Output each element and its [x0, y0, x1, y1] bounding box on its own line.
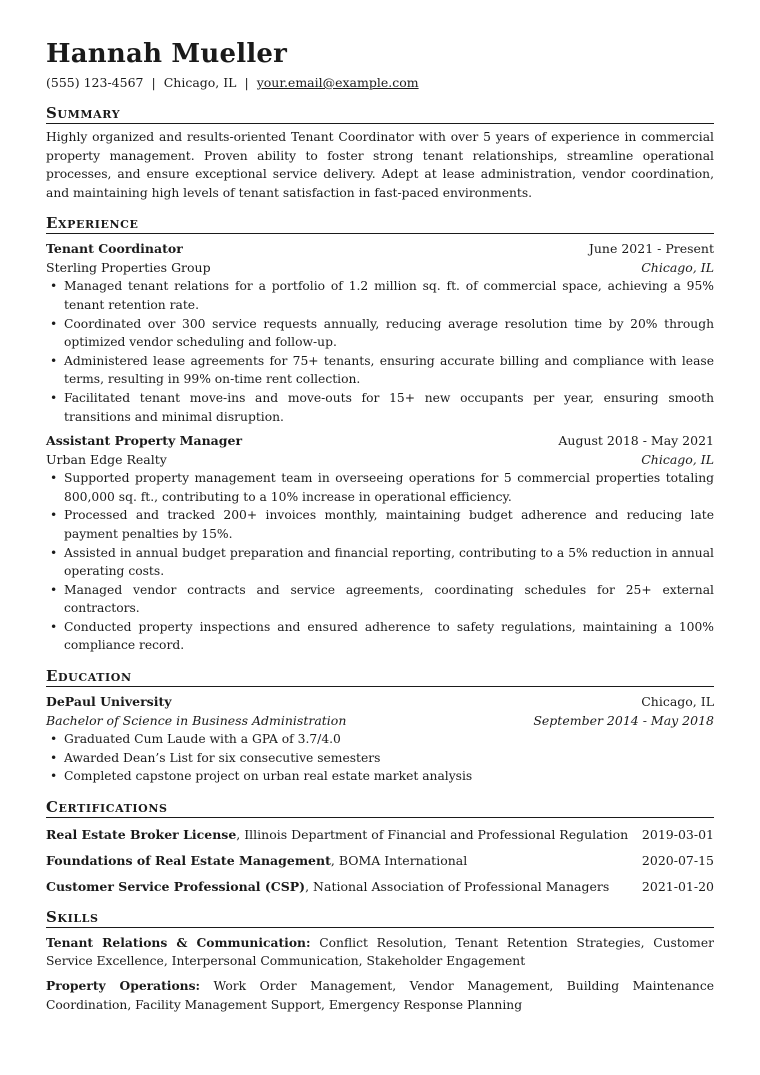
list-item: • Managed vendor contracts and service agreements, coordinating schedules for 25+ external contractors.: [64, 581, 714, 618]
experience-section: [46, 214, 714, 655]
section-title-summary: Summary: [46, 104, 714, 124]
skill-group: [46, 934, 714, 971]
certification-issuer: , Illinois Department of Financial and Professional Regulation: [236, 826, 629, 842]
certification-item: [46, 878, 714, 896]
certification-date: 2021-01-20: [641, 878, 714, 894]
certification-name: Foundations of Real Estate Management: [46, 852, 331, 868]
summary-section: [46, 104, 714, 202]
skill-group-label: Property Operations:: [46, 978, 201, 994]
section-title-skills: Skills: [46, 908, 714, 928]
certifications-section: [46, 798, 714, 896]
list-item: • Administered lease agreements for 75+ tenants, ensuring accurate billing and compliance with lease terms, resulting in 99% on-time rent collection.: [64, 352, 714, 389]
summary-text: Highly organized and results-oriented Tenant Coordinator with over 5 years of experience in commercial property management. Proven ability to foster strong tenant relationships, streamline operational processes, and ensure exceptional service delivery. Adept at lease administration, vendor coordination, and maintaining high levels of tenant satisfaction in fast-paced environments.: [46, 130, 714, 200]
skill-group-items: Work Order Management, Vendor Management, Building Maintenance Coordination, Facility Management Support, Emergency Response Planning: [46, 979, 714, 1012]
section-title-experience: Experience: [46, 214, 714, 234]
certification-issuer: , BOMA International: [330, 852, 468, 868]
list-item: • Graduated Cum Laude with a GPA of 3.7/4.0: [64, 730, 714, 749]
list-item: • Awarded Dean’s List for six consecutive semesters: [64, 749, 714, 768]
job-company: Sterling Properties Group: [46, 259, 211, 275]
education-section: [46, 667, 714, 786]
education-entry: [46, 693, 714, 786]
job-location: Chicago, IL: [641, 451, 714, 467]
list-item: • Completed capstone project on urban real estate market analysis: [64, 767, 714, 786]
certification-issuer: , National Association of Professional Managers: [305, 878, 610, 894]
degree: Bachelor of Science in Business Administration: [46, 712, 347, 728]
education-dates: September 2014 - May 2018: [533, 712, 714, 728]
contact-separator: |: [151, 75, 156, 90]
list-item: • Facilitated tenant move-ins and move-outs for 15+ new occupants per year, ensuring smooth transitions and minimal disruption.: [64, 389, 714, 426]
job-role: Tenant Coordinator: [46, 241, 183, 257]
certification-name: Real Estate Broker License: [46, 826, 237, 842]
job-entry: [46, 432, 714, 655]
skills-section: [46, 908, 714, 1014]
certification-name: Customer Service Professional (CSP): [46, 878, 306, 894]
certification-item: [46, 826, 714, 844]
phone: (555) 123-4567: [46, 75, 144, 90]
contact-line: [46, 74, 714, 92]
candidate-name: Hannah Mueller: [46, 39, 288, 69]
job-location: Chicago, IL: [641, 259, 714, 275]
list-item: • Processed and tracked 200+ invoices monthly, maintaining budget adherence and reducing late payment penalties by 15%.: [64, 506, 714, 543]
list-item: • Coordinated over 300 service requests annually, reducing average resolution time by 20% through optimized vendor scheduling and follow-up.: [64, 315, 714, 352]
list-item: • Assisted in annual budget preparation and financial reporting, contributing to a 5% reduction in annual operating costs.: [64, 544, 714, 581]
skill-group-label: Tenant Relations & Communication:: [46, 934, 311, 950]
list-item: • Managed tenant relations for a portfolio of 1.2 million sq. ft. of commercial space, achieving a 95% tenant retention rate.: [64, 277, 714, 314]
email-link[interactable]: your.email@example.com: [256, 75, 419, 90]
job-entry: [46, 240, 714, 426]
job-dates: June 2021 - Present: [588, 241, 714, 257]
school-name: DePaul University: [46, 694, 172, 710]
job-bullets: [46, 277, 714, 426]
certification-date: 2020-07-15: [641, 852, 714, 868]
school-location: Chicago, IL: [641, 694, 714, 710]
section-title-certifications: Certifications: [46, 798, 714, 818]
education-bullets: [46, 730, 714, 786]
job-company: Urban Edge Realty: [46, 451, 167, 467]
location: Chicago, IL: [163, 75, 237, 90]
job-bullets: [46, 469, 714, 655]
list-item: • Conducted property inspections and ensured adherence to safety regulations, maintaining a 100% compliance record.: [64, 618, 714, 655]
skill-group: [46, 977, 714, 1014]
skill-group-items: Conflict Resolution, Tenant Retention Strategies, Customer Service Excellence, Interpersonal Communication, Stakeholder Engagement: [46, 935, 714, 969]
certification-item: [46, 852, 714, 870]
contact-separator: |: [244, 75, 249, 90]
section-title-education: Education: [46, 667, 714, 687]
job-role: Assistant Property Manager: [46, 433, 243, 449]
certification-date: 2019-03-01: [641, 826, 714, 842]
list-item: • Supported property management team in overseeing operations for 5 commercial properties totaling 800,000 sq. ft., contributing to a 10% increase in operational efficiency.: [64, 469, 714, 506]
job-dates: August 2018 - May 2021: [558, 433, 714, 449]
